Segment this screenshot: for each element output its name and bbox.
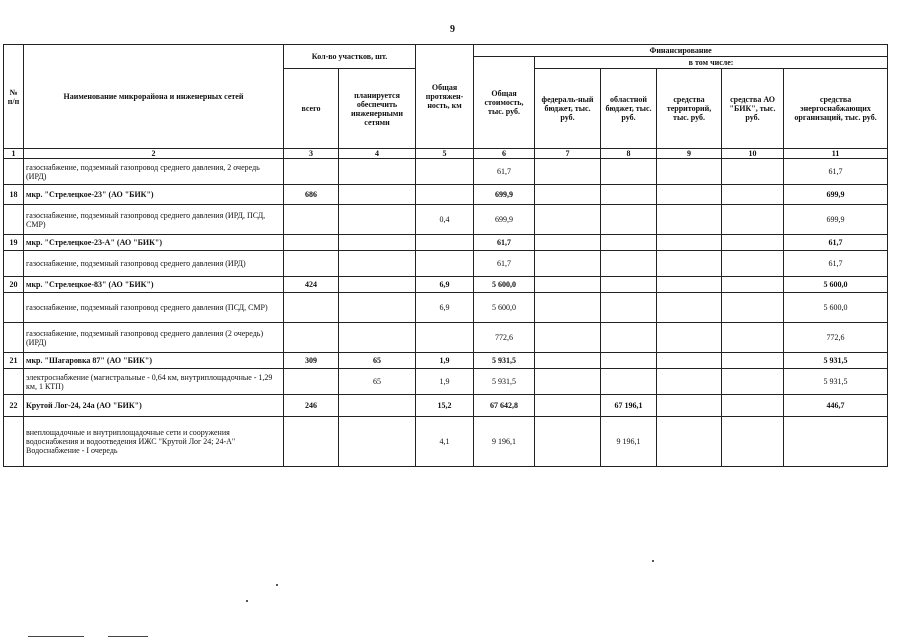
footer-line-left	[28, 636, 84, 637]
cell-territories	[657, 417, 722, 467]
cell-territories	[657, 159, 722, 185]
cell-name: внеплощадочные и внутриплощадочные сети и сооружения водоснабжения и водоотведения ИЖС "Крутой Лог 24; 24-А" Водоснабжение - I очередь	[24, 417, 284, 467]
cell-territories	[657, 395, 722, 417]
cell-energy: 61,7	[784, 251, 888, 277]
cell-length: 1,9	[416, 369, 474, 395]
cell-cost: 61,7	[474, 251, 535, 277]
cell-num: 18	[4, 185, 24, 205]
cell-length: 6,9	[416, 277, 474, 293]
cell-bik	[722, 293, 784, 323]
cell-total	[284, 369, 339, 395]
cell-energy	[784, 417, 888, 467]
cell-num	[4, 293, 24, 323]
cell-bik	[722, 235, 784, 251]
cell-name: газоснабжение, подземный газопровод среднего давления (ПСД, СМР)	[24, 293, 284, 323]
column-index: 2	[24, 149, 284, 159]
cell-planned	[339, 205, 416, 235]
cell-regional	[601, 185, 657, 205]
cell-planned	[339, 395, 416, 417]
cell-regional	[601, 251, 657, 277]
cell-total	[284, 293, 339, 323]
cell-total	[284, 323, 339, 353]
table-row-group	[4, 353, 888, 369]
cell-length	[416, 185, 474, 205]
cell-federal	[535, 353, 601, 369]
column-index: 6	[474, 149, 535, 159]
header-plots-total: всего	[284, 69, 339, 149]
column-index: 9	[657, 149, 722, 159]
cell-territories	[657, 235, 722, 251]
cell-cost: 5 931,5	[474, 353, 535, 369]
header-regional: областной бюджет, тыс. руб.	[601, 69, 657, 149]
cell-name: электроснабжение (магистральные - 0,64 км, внутриплощадочные - 1,29 км, 1 КТП)	[24, 369, 284, 395]
cell-planned	[339, 293, 416, 323]
column-index: 11	[784, 149, 888, 159]
scan-speck	[276, 584, 278, 586]
column-index: 8	[601, 149, 657, 159]
cell-total	[284, 205, 339, 235]
cell-name: газоснабжение, подземный газопровод среднего давления, 2 очередь (ИРД)	[24, 159, 284, 185]
cell-planned	[339, 277, 416, 293]
cell-name: мкр. "Стрелецкое-23-А" (АО "БИК")	[24, 235, 284, 251]
header-plots-planned: планируется обеспечить инженерными сетями	[339, 69, 416, 149]
cell-num	[4, 323, 24, 353]
cell-energy: 5 931,5	[784, 369, 888, 395]
cell-federal	[535, 369, 601, 395]
cell-territories	[657, 353, 722, 369]
cell-regional	[601, 205, 657, 235]
cell-num	[4, 369, 24, 395]
column-index: 3	[284, 149, 339, 159]
cell-regional	[601, 353, 657, 369]
table-row	[4, 205, 888, 235]
cell-length: 15,2	[416, 395, 474, 417]
cell-length	[416, 235, 474, 251]
cell-federal	[535, 277, 601, 293]
table-row	[4, 159, 888, 185]
header-length: Общая протяжен-ность, км	[416, 45, 474, 149]
cell-name: мкр. "Стрелецкое-23" (АО "БИК")	[24, 185, 284, 205]
column-index: 4	[339, 149, 416, 159]
cell-regional: 9 196,1	[601, 417, 657, 467]
cell-name: газоснабжение, подземный газопровод среднего давления (ИРД, ПСД, СМР)	[24, 205, 284, 235]
header-plots: Кол-во участков, шт.	[284, 45, 416, 69]
column-index-row	[4, 149, 888, 159]
cell-total	[284, 417, 339, 467]
cell-cost: 5 600,0	[474, 293, 535, 323]
cell-energy: 61,7	[784, 235, 888, 251]
cell-cost: 61,7	[474, 159, 535, 185]
cell-energy: 446,7	[784, 395, 888, 417]
cell-num	[4, 417, 24, 467]
cell-total	[284, 159, 339, 185]
cell-length	[416, 251, 474, 277]
table-row	[4, 417, 888, 467]
cell-regional	[601, 235, 657, 251]
cell-name: мкр. "Шагаровка 87" (АО "БИК")	[24, 353, 284, 369]
cell-total	[284, 235, 339, 251]
cell-bik	[722, 395, 784, 417]
cell-bik	[722, 323, 784, 353]
cell-federal	[535, 235, 601, 251]
cell-energy: 699,9	[784, 185, 888, 205]
table-row	[4, 293, 888, 323]
page-number: 9	[450, 24, 455, 35]
table-row-group	[4, 277, 888, 293]
cell-total: 309	[284, 353, 339, 369]
scan-speck	[246, 600, 248, 602]
financing-table	[3, 44, 888, 467]
cell-territories	[657, 369, 722, 395]
cell-federal	[535, 323, 601, 353]
cell-territories	[657, 185, 722, 205]
cell-federal	[535, 205, 601, 235]
header-name: Наименование микрорайона и инженерных сетей	[24, 45, 284, 149]
column-index: 1	[4, 149, 24, 159]
cell-planned: 65	[339, 369, 416, 395]
cell-length	[416, 323, 474, 353]
cell-cost: 67 642,8	[474, 395, 535, 417]
cell-regional	[601, 369, 657, 395]
cell-territories	[657, 205, 722, 235]
cell-num	[4, 251, 24, 277]
cell-territories	[657, 251, 722, 277]
cell-regional	[601, 159, 657, 185]
cell-num: 21	[4, 353, 24, 369]
cell-regional: 67 196,1	[601, 395, 657, 417]
cell-num	[4, 159, 24, 185]
header-total-cost: Общая стоимость, тыс. руб.	[474, 57, 535, 149]
cell-length	[416, 159, 474, 185]
cell-energy: 5 600,0	[784, 293, 888, 323]
cell-total	[284, 251, 339, 277]
cell-energy: 5 931,5	[784, 353, 888, 369]
cell-total: 686	[284, 185, 339, 205]
cell-territories	[657, 277, 722, 293]
header-federal: федераль-ный бюджет, тыс. руб.	[535, 69, 601, 149]
cell-energy: 772,6	[784, 323, 888, 353]
header-territories: средства территорий, тыс. руб.	[657, 69, 722, 149]
cell-planned	[339, 251, 416, 277]
cell-bik	[722, 205, 784, 235]
cell-cost: 699,9	[474, 205, 535, 235]
cell-length: 4,1	[416, 417, 474, 467]
table-row-group	[4, 185, 888, 205]
cell-num: 20	[4, 277, 24, 293]
scan-speck	[652, 560, 654, 562]
cell-num	[4, 205, 24, 235]
cell-bik	[722, 185, 784, 205]
table-row-group	[4, 395, 888, 417]
cell-regional	[601, 323, 657, 353]
header-num: № п/п	[4, 45, 24, 149]
cell-regional	[601, 277, 657, 293]
cell-total: 246	[284, 395, 339, 417]
cell-total: 424	[284, 277, 339, 293]
cell-bik	[722, 159, 784, 185]
table-row-group	[4, 235, 888, 251]
header-including: в том числе:	[535, 57, 888, 69]
column-index: 10	[722, 149, 784, 159]
header-energy: средства энергоснабжающих организаций, тыс. руб.	[784, 69, 888, 149]
cell-energy: 699,9	[784, 205, 888, 235]
cell-cost: 9 196,1	[474, 417, 535, 467]
cell-planned	[339, 235, 416, 251]
table-row	[4, 251, 888, 277]
cell-length: 0,4	[416, 205, 474, 235]
cell-planned: 65	[339, 353, 416, 369]
cell-length: 1,9	[416, 353, 474, 369]
cell-bik	[722, 369, 784, 395]
cell-num: 19	[4, 235, 24, 251]
cell-federal	[535, 395, 601, 417]
cell-cost: 61,7	[474, 235, 535, 251]
cell-name: газоснабжение, подземный газопровод среднего давления (ИРД)	[24, 251, 284, 277]
header-financing: Финансирование	[474, 45, 888, 57]
cell-cost: 772,6	[474, 323, 535, 353]
cell-federal	[535, 251, 601, 277]
cell-bik	[722, 417, 784, 467]
cell-federal	[535, 417, 601, 467]
cell-name: газоснабжение, подземный газопровод среднего давления (2 очередь) (ИРД)	[24, 323, 284, 353]
table-row	[4, 369, 888, 395]
cell-energy: 61,7	[784, 159, 888, 185]
cell-federal	[535, 159, 601, 185]
cell-territories	[657, 323, 722, 353]
cell-planned	[339, 323, 416, 353]
cell-bik	[722, 277, 784, 293]
cell-cost: 5 600,0	[474, 277, 535, 293]
cell-bik	[722, 353, 784, 369]
cell-planned	[339, 159, 416, 185]
cell-territories	[657, 293, 722, 323]
cell-regional	[601, 293, 657, 323]
table-row	[4, 323, 888, 353]
cell-federal	[535, 293, 601, 323]
table-body	[4, 159, 888, 467]
cell-name: Крутой Лог-24, 24а (АО "БИК")	[24, 395, 284, 417]
cell-cost: 5 931,5	[474, 369, 535, 395]
cell-planned	[339, 417, 416, 467]
cell-name: мкр. "Стрелецкое-83" (АО "БИК")	[24, 277, 284, 293]
cell-num: 22	[4, 395, 24, 417]
cell-cost: 699,9	[474, 185, 535, 205]
header-bik: средства АО "БИК", тыс. руб.	[722, 69, 784, 149]
cell-federal	[535, 185, 601, 205]
cell-length: 6,9	[416, 293, 474, 323]
cell-bik	[722, 251, 784, 277]
column-index: 5	[416, 149, 474, 159]
cell-planned	[339, 185, 416, 205]
column-index: 7	[535, 149, 601, 159]
cell-energy: 5 600,0	[784, 277, 888, 293]
footer-line-right	[108, 636, 148, 637]
